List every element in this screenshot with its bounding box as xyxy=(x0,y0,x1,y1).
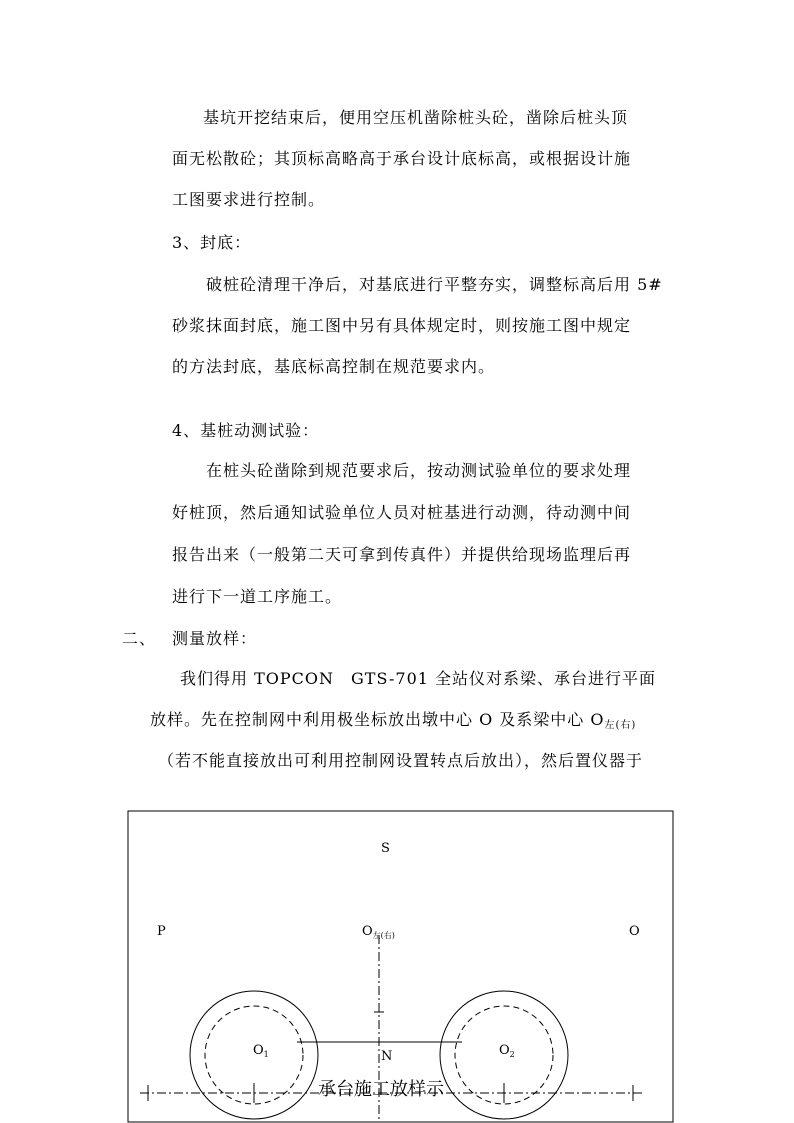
heading-3-sealing: 3、封底： xyxy=(172,233,252,252)
heading-4-pile-test: 4、基桩动测试验： xyxy=(172,421,320,440)
label-o-center-main: O xyxy=(362,924,373,939)
para4-line1: 我们得用 TOPCON GTS-701 全站仪对系梁、承台进行平面 xyxy=(180,669,657,688)
label-o-center-sub: 左(右) xyxy=(372,931,395,940)
para1-line2: 面无松散砼；其顶标高略高于承台设计底标高，或根据设计施 xyxy=(172,149,632,168)
para4-line3: （若不能直接放出可利用控制网设置转点后放出），然后置仪器于 xyxy=(158,751,644,770)
label-o1 xyxy=(253,1043,269,1059)
label-o1-main: O xyxy=(253,1043,264,1058)
para1-line1: 基坑开挖结束后，便用空压机凿除桩头砼，凿除后桩头顶 xyxy=(203,108,629,127)
para1-line3: 工图要求进行控制。 xyxy=(172,190,326,209)
section2-number: 二、 xyxy=(122,629,157,648)
para3-line1: 在桩头砼凿除到规范要求后，按动测试验单位的要求处理 xyxy=(206,461,632,480)
section2-heading: 测量放样： xyxy=(172,629,258,648)
label-o2-main: O xyxy=(499,1043,510,1058)
label-o1-sub: 1 xyxy=(263,1050,269,1059)
para3-line4: 进行下一道工序施工。 xyxy=(172,587,343,606)
label-o-right: O xyxy=(629,924,640,939)
diagram-caption: 承台施工放样示 xyxy=(318,1079,444,1100)
para2-line3: 的方法封底，基底标高控制在规范要求内。 xyxy=(172,357,496,376)
label-p: P xyxy=(157,924,166,939)
label-o-center xyxy=(362,924,395,940)
para2-line1: 破桩砼清理干净后，对基底进行平整夯实，调整标高后用 5# xyxy=(206,275,663,294)
label-s: S xyxy=(381,841,390,856)
para2-line2: 砂浆抹面封底，施工图中另有具体规定时，则按施工图中规定 xyxy=(172,316,632,335)
label-o2 xyxy=(499,1043,515,1059)
label-n: N xyxy=(381,1049,393,1064)
para3-line3: 报告出来（一般第二天可拿到传真件）并提供给现场监理后再 xyxy=(172,545,632,564)
label-o2-sub: 2 xyxy=(509,1050,515,1059)
para3-line2: 好桩顶，然后通知试验单位人员对桩基进行动测，待动测中间 xyxy=(172,503,632,522)
para4-line2-text: 放样。先在控制网中利用极坐标放出墩中心 O 及系梁中心 O xyxy=(150,710,605,729)
para4-line2-subscript: 左(右) xyxy=(604,720,637,731)
